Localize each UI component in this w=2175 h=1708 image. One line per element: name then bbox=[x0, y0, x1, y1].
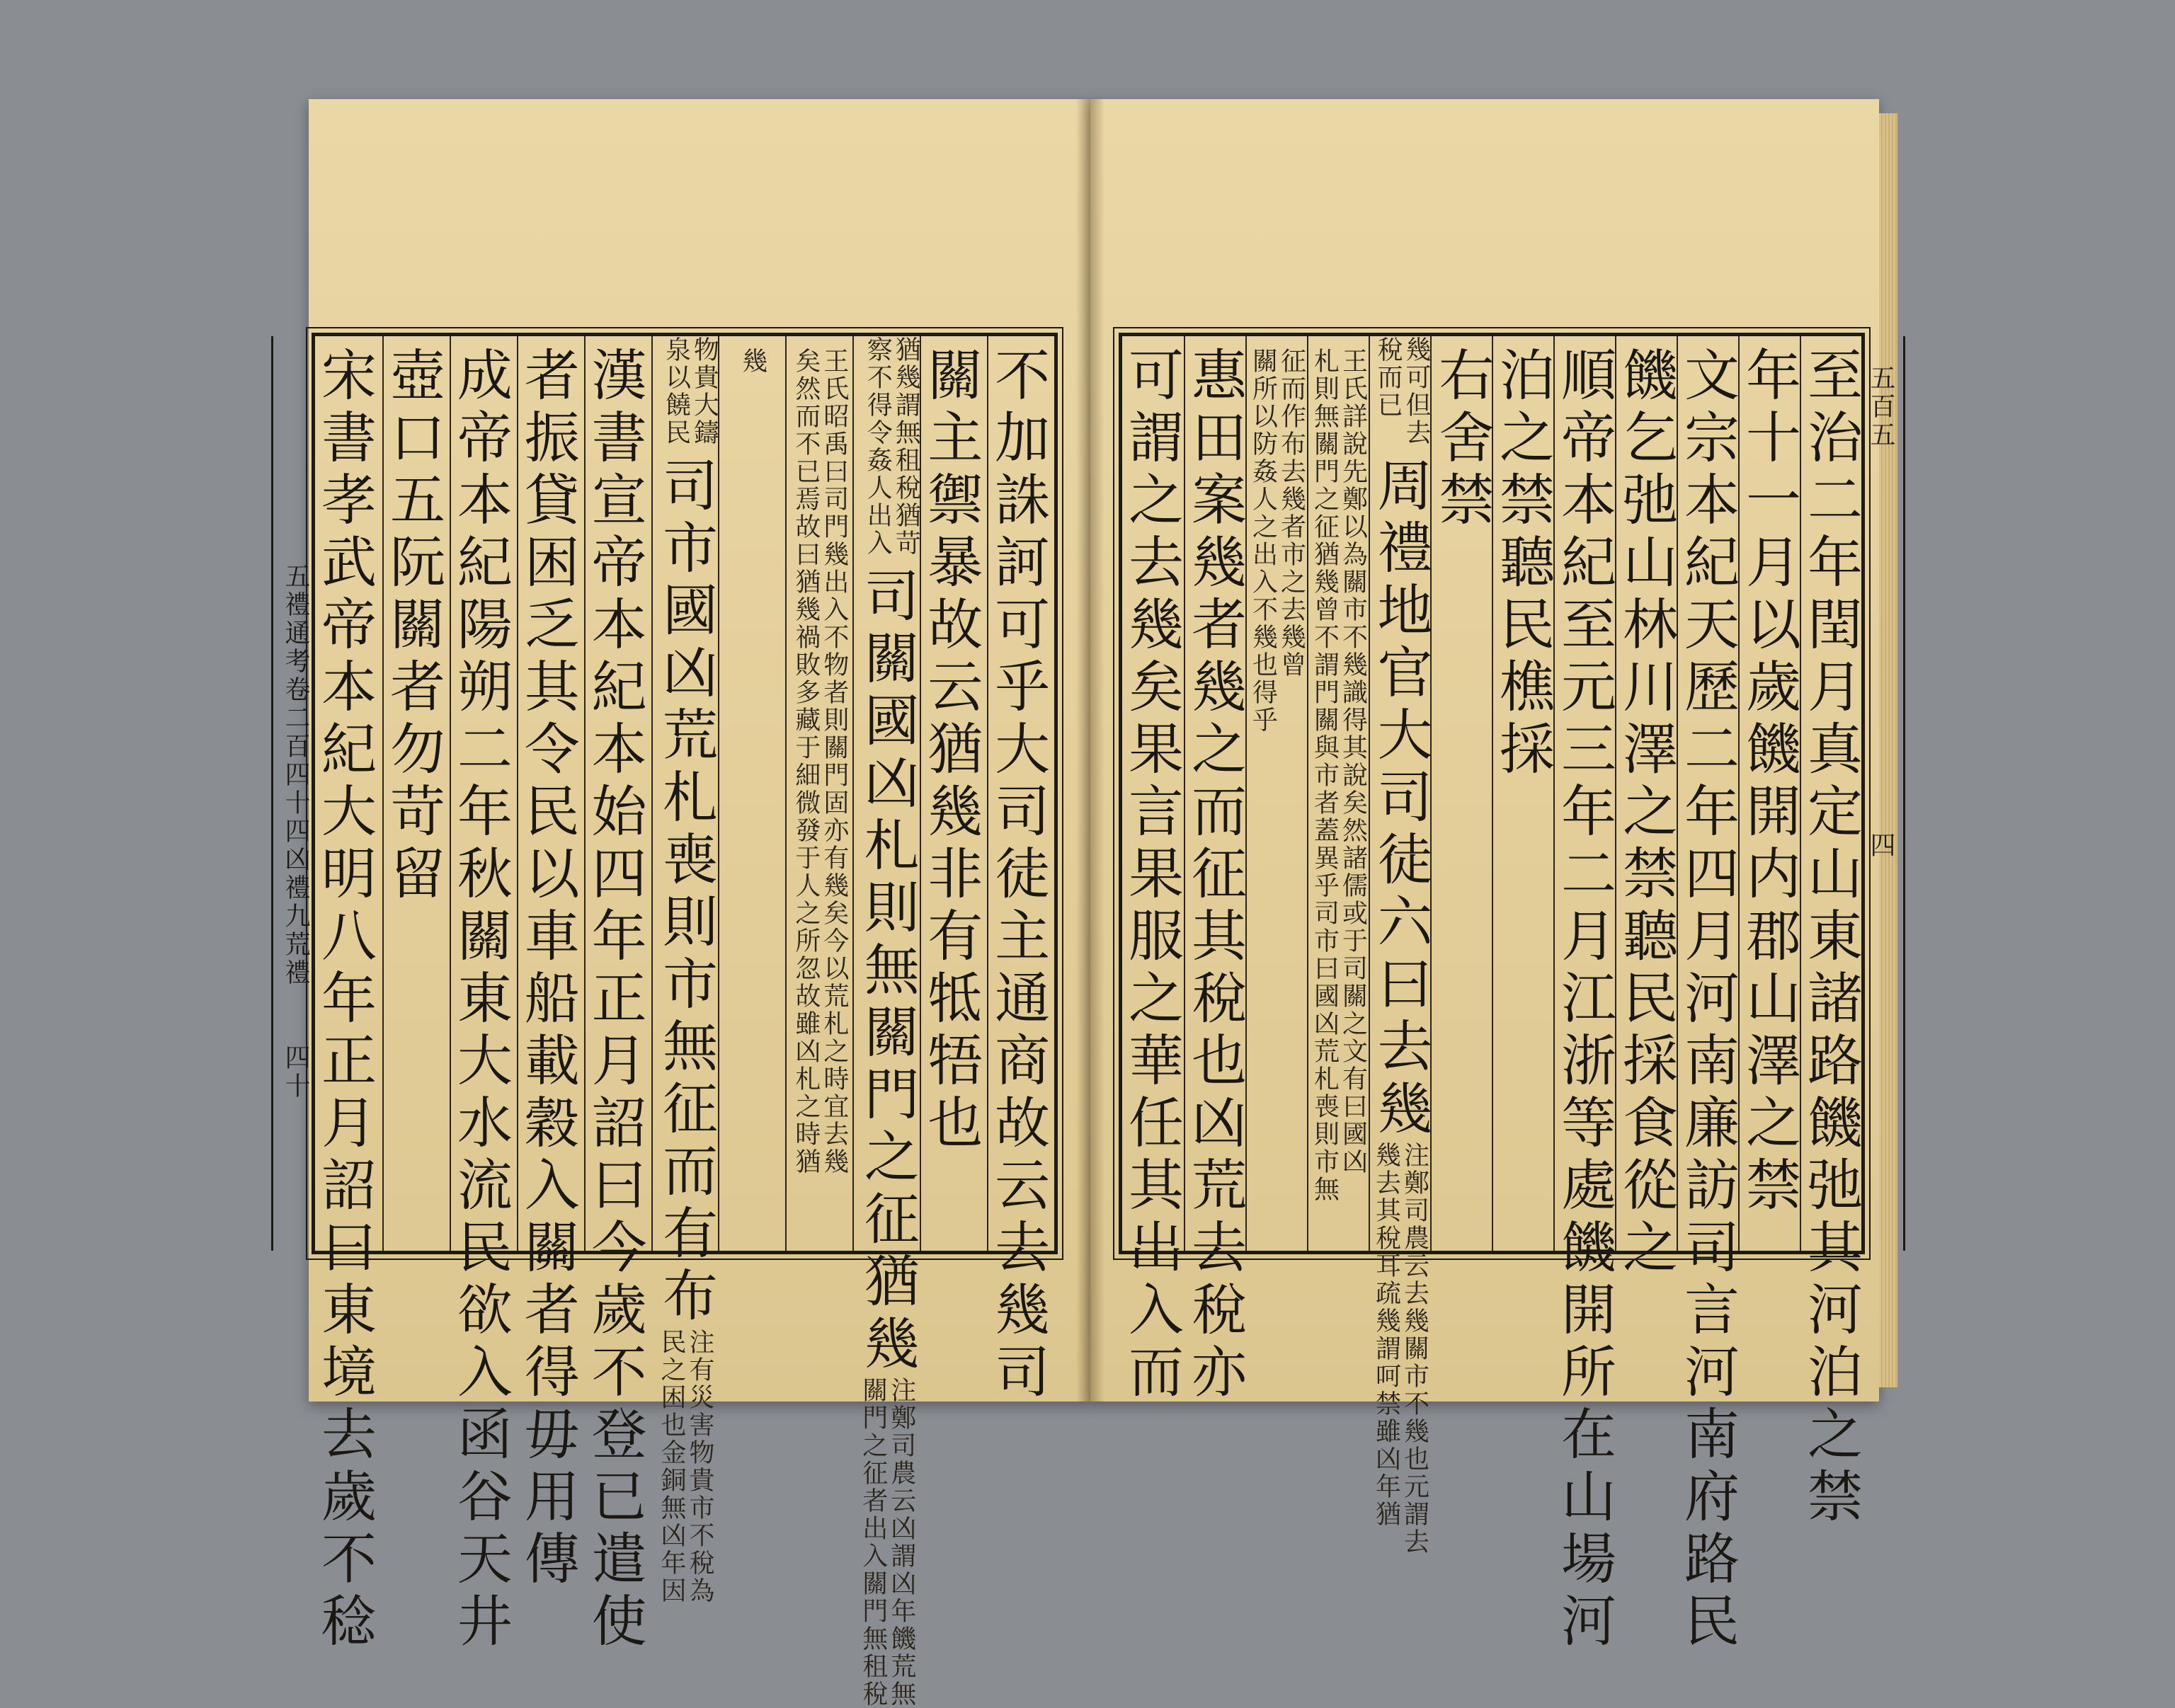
inline-annotation bbox=[859, 1377, 915, 1708]
left-column-text: 壺口五阮關者勿苛留 bbox=[380, 346, 445, 907]
left-note-b: 民之困也金銅無凶年因 bbox=[657, 1329, 687, 1605]
left-column-text: 司市國凶荒札喪則市無征而有布 bbox=[653, 457, 718, 1329]
right-column-text: 至治二年閏月真定山東諸路饑弛其河泊之禁 bbox=[1798, 346, 1862, 1530]
left-column bbox=[920, 336, 987, 1251]
left-column-text: 關主禦暴故云猶幾非有牴牾也 bbox=[918, 346, 983, 1156]
right-column bbox=[1430, 336, 1492, 1251]
right-note-b: 關所以防姦人之出入不幾也得乎 bbox=[1248, 348, 1278, 734]
inline-annotation bbox=[1372, 1142, 1429, 1556]
left-top-note-a: 物貴大鑄 bbox=[690, 336, 719, 447]
right-column-mixed bbox=[1368, 336, 1432, 1556]
right-note-b: 札則無關門之征猶幾曾不謂門關與市者蓋異乎司市曰國凶荒札喪則市無 bbox=[1310, 348, 1340, 1203]
top-annotation bbox=[854, 336, 920, 557]
right-column-text: 年十一月以歲饑開内郡山澤之禁 bbox=[1737, 346, 1800, 1218]
left-note-a: 王氏昭禹曰司門幾出入不物者則關門固亦有幾矣今以荒札之時宜去幾 bbox=[819, 348, 849, 1176]
right-note-a: 征而作布去幾者市之去幾曾 bbox=[1277, 348, 1306, 679]
left-text-frame bbox=[281, 333, 1058, 1708]
left-column bbox=[582, 336, 651, 1654]
left-top-note-b: 察不得令姦人出入 bbox=[863, 336, 893, 557]
right-column bbox=[1614, 336, 1677, 1280]
right-top-note-a: 幾可但去 bbox=[1402, 336, 1431, 447]
right-column-text: 順帝本紀至元三年二月江浙等處饑開所在山場河 bbox=[1552, 346, 1616, 1654]
right-column-text: 右舍禁 bbox=[1429, 346, 1494, 533]
left-column bbox=[382, 336, 450, 1251]
left-folio: 四十 bbox=[281, 1044, 310, 1101]
right-column bbox=[1368, 336, 1432, 1556]
left-top-note-b: 泉以饒民 bbox=[661, 336, 691, 447]
right-column bbox=[1245, 336, 1307, 1251]
top-annotation bbox=[1370, 336, 1430, 447]
left-column bbox=[312, 336, 382, 1654]
right-folio: 四 bbox=[1866, 832, 1895, 860]
left-column-text: 漢書宣帝本紀本始四年正月詔曰今歲不登已遣使 bbox=[582, 346, 646, 1654]
left-column bbox=[718, 336, 785, 1251]
right-columns bbox=[1119, 336, 1862, 1654]
right-column bbox=[1738, 336, 1800, 1251]
left-column bbox=[651, 336, 719, 1605]
right-header-small: 五百五 bbox=[1866, 365, 1895, 449]
left-column bbox=[515, 336, 584, 1592]
left-note-b: 關門之征者出入關門無租稅 bbox=[858, 1377, 888, 1708]
right-column bbox=[1552, 336, 1616, 1654]
right-column bbox=[1119, 336, 1184, 1405]
right-column-text: 周禮地官大司徒六曰去幾 bbox=[1368, 457, 1432, 1142]
left-note-b: 矣然而不已焉故曰猶幾禍敗多藏于細微發于人之所忽故雖凶札之時猶 bbox=[791, 348, 821, 1176]
right-annotation-column bbox=[1308, 336, 1369, 1262]
left-center-tab bbox=[271, 336, 314, 1251]
right-note-a: 注鄭司農云去幾關市不幾也元謂去 bbox=[1400, 1142, 1429, 1556]
left-column-text: 者振貸困乏其令民以車船載穀入關者得毋用傳 bbox=[515, 346, 579, 1592]
left-column bbox=[785, 336, 852, 1251]
right-note-b: 幾去其稅耳疏幾謂呵禁雖凶年猶 bbox=[1371, 1142, 1401, 1528]
right-text-frame bbox=[1119, 333, 1895, 1654]
right-column-text: 饑乞弛山林川澤之禁聽民採食從之 bbox=[1614, 346, 1677, 1280]
left-column-text: 司關國凶札則無關門之征猶幾 bbox=[855, 567, 919, 1377]
left-column-text: 不加誅訶可乎大司徒主通商故云去幾司 bbox=[986, 346, 1050, 1405]
right-center-tab bbox=[1863, 336, 1905, 1251]
right-column-text: 可謂之去幾矣果言果服之華任其出入而 bbox=[1119, 346, 1183, 1405]
left-column bbox=[447, 336, 517, 1654]
right-column bbox=[1798, 336, 1862, 1530]
left-note-a: 注鄭司農云凶謂凶年饑荒無 bbox=[886, 1377, 916, 1708]
right-column bbox=[1182, 336, 1246, 1405]
left-column bbox=[852, 336, 921, 1708]
right-column bbox=[1675, 336, 1739, 1654]
left-top-note-a: 猶幾謂無租稅猶苛 bbox=[891, 336, 921, 557]
top-annotation bbox=[653, 336, 719, 447]
left-annotation-column bbox=[787, 336, 852, 1262]
left-columns bbox=[312, 336, 1054, 1708]
left-column-mixed bbox=[854, 336, 921, 1708]
right-column bbox=[1492, 336, 1553, 1251]
right-column-mixed bbox=[1429, 336, 1494, 1251]
right-annotation-column bbox=[1247, 336, 1307, 1262]
inline-annotation bbox=[657, 1329, 714, 1605]
book-gutter bbox=[1076, 99, 1104, 1402]
left-column-mixed bbox=[653, 336, 719, 1605]
left-column-text: 宋書孝武帝本紀大明八年正月詔曰東境去歲不稔 bbox=[312, 346, 377, 1654]
right-column-text: 惠田案幾者幾之而征其稅也凶荒去稅亦 bbox=[1182, 346, 1246, 1405]
right-top-note-b: 稅而已 bbox=[1374, 336, 1403, 419]
left-annotation-column bbox=[719, 336, 785, 1262]
right-column-text: 泊之禁聽民樵採 bbox=[1490, 346, 1554, 782]
left-note-a: 注有災害物貴市不稅為 bbox=[685, 1329, 715, 1605]
left-center-title: 五禮通考卷二百四十四凶禮九荒禮 bbox=[281, 563, 310, 987]
right-column-text: 文宗本紀天歷二年四月河南廉訪司言河南府路民 bbox=[1675, 346, 1739, 1654]
right-note-a: 王氏詳說先鄭以為關市不幾識得其說矣然諸儒或于司關之文有曰國凶 bbox=[1338, 348, 1368, 1176]
left-note-a: 幾 bbox=[738, 348, 767, 375]
left-column-text: 成帝本紀陽朔二年秋關東大水流民欲入函谷天井 bbox=[447, 346, 512, 1654]
right-column bbox=[1307, 336, 1369, 1251]
left-column bbox=[986, 336, 1054, 1405]
